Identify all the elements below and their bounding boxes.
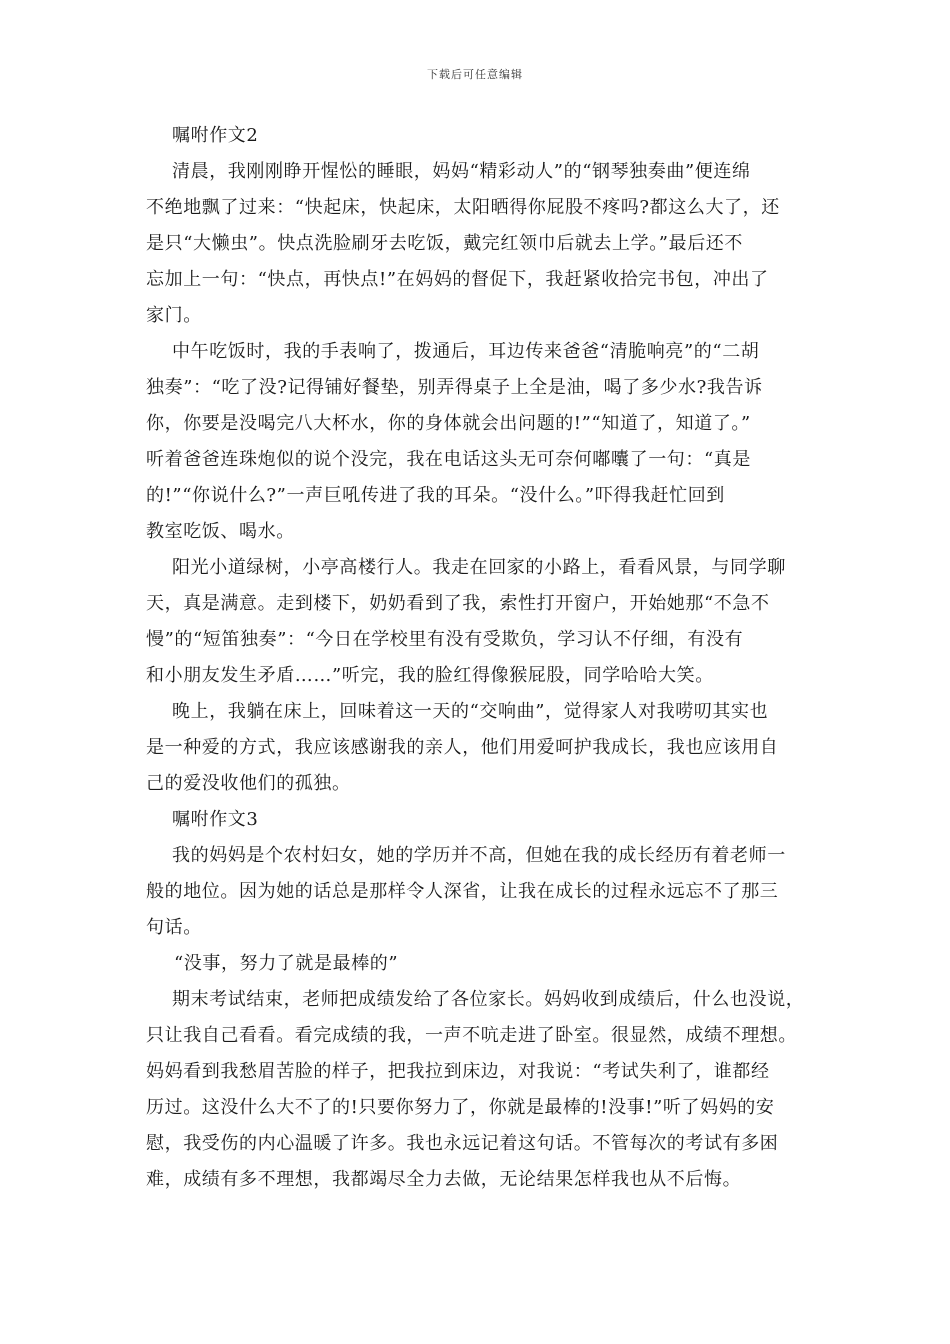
document-body [146, 118, 811, 1198]
text-line: 句话。 [146, 917, 202, 938]
text-line: 我的妈妈是个农村妇女，她的学历并不高，但她在我的成长经历有着老师一 [172, 845, 786, 866]
text-line: 家门。 [146, 305, 202, 326]
text-line: 历过。这没什么大不了的!只要你努力了，你就是最棒的!没事!”听了妈妈的安 [146, 1097, 775, 1118]
text-line: 清晨，我刚刚睁开惺忪的睡眼，妈妈“精彩动人”的“钢琴独奏曲”便连绵 [172, 161, 751, 182]
text-line: 中午吃饭时，我的手表响了，拨通后，耳边传来爸爸“清脆响亮”的“二胡 [172, 341, 760, 362]
text-line: 是一种爱的方式，我应该感谢我的亲人，他们用爱呵护我成长，我也应该用自 [146, 737, 779, 758]
text-line: 嘱咐作文2 [172, 125, 259, 146]
text-line: 独奏”：“吃了没?记得铺好餐垫，别弄得桌子上全是油，喝了多少水?我告诉 [146, 377, 763, 398]
page-header: 下载后可任意编辑 [427, 68, 523, 81]
text-line: 难，成绩有多不理想，我都竭尽全力去做，无论结果怎样我也从不后悔。 [146, 1169, 742, 1190]
text-line: 慢”的“短笛独奏”：“今日在学校里有没有受欺负，学习认不仔细，有没有 [146, 629, 744, 650]
text-line: 般的地位。因为她的话总是那样令人深省，让我在成长的过程永远忘不了那三 [146, 881, 779, 902]
text-line: 忘加上一句：“快点，再快点!”在妈妈的督促下，我赶紧收拾完书包，冲出了 [146, 269, 769, 290]
text-line: 和小朋友发生矛盾……”听完，我的脸红得像猴屁股，同学哈哈大笑。 [146, 665, 714, 686]
text-line: 你，你要是没喝完八大杯水，你的身体就会出问题的!”“知道了，知道了。” [146, 413, 751, 434]
text-line: 妈妈看到我愁眉苦脸的样子，把我拉到床边，对我说：“考试失利了，谁都经 [146, 1061, 770, 1082]
text-line: 嘱咐作文3 [172, 809, 259, 830]
text-line: 只让我自己看看。看完成绩的我，一声不吭走进了卧室。很显然，成绩不理想。 [146, 1025, 797, 1046]
text-line: 教室吃饭、喝水。 [146, 521, 295, 542]
text-line: 阳光小道绿树，小亭高楼行人。我走在回家的小路上，看看风景，与同学聊 [172, 557, 786, 578]
text-line: 不绝地飘了过来：“快起床，快起床，太阳晒得你屁股不疼吗?都这么大了，还 [146, 197, 780, 218]
text-line: 己的爱没收他们的孤独。 [146, 773, 351, 794]
text-line: 期末考试结束，老师把成绩发给了各位家长。妈妈收到成绩后，什么也没说， [172, 989, 805, 1010]
text-line: 天，真是满意。走到楼下，奶奶看到了我，索性打开窗户，开始她那“不急不 [146, 593, 770, 614]
text-line: 慰，我受伤的内心温暖了许多。我也永远记着这句话。不管每次的考试有多困 [146, 1133, 779, 1154]
text-line: “没事，努力了就是最棒的” [174, 953, 399, 974]
text-line: 听着爸爸连珠炮似的说个没完，我在电话这头无可奈何嘟囔了一句：“真是 [146, 449, 751, 470]
text-line: 的!”“你说什么?”一声巨吼传进了我的耳朵。“没什么。”吓得我赶忙回到 [146, 485, 725, 506]
text-line: 晚上，我躺在床上，回味着这一天的“交响曲”，觉得家人对我唠叨其实也 [172, 701, 769, 722]
text-line: 是只“大懒虫”。快点洗脸刷牙去吃饭，戴完红领巾后就去上学。”最后还不 [146, 233, 744, 254]
